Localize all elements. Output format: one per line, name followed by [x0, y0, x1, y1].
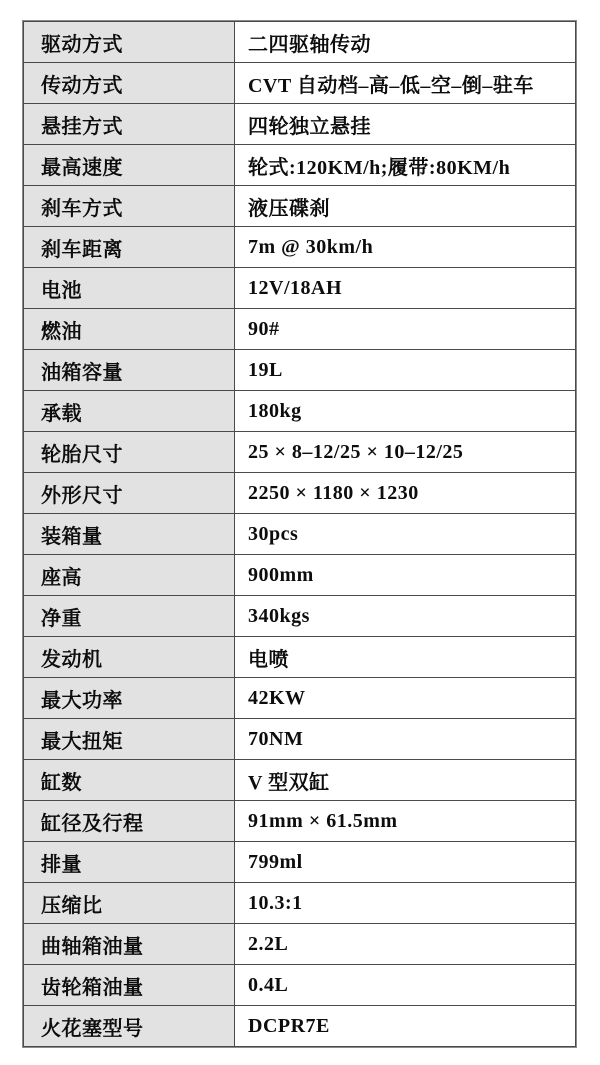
table-row: [24, 432, 575, 473]
spec-value: 90#: [235, 309, 575, 349]
spec-label: 缸数: [24, 760, 235, 800]
table-row: [24, 391, 575, 432]
spec-value: 7m @ 30km/h: [235, 227, 575, 267]
table-row: [24, 596, 575, 637]
spec-label: 座高: [24, 555, 235, 595]
table-row: [24, 883, 575, 924]
spec-label: 发动机: [24, 637, 235, 677]
table-row: [24, 63, 575, 104]
spec-label: 电池: [24, 268, 235, 308]
spec-label: 刹车距离: [24, 227, 235, 267]
spec-value: CVT 自动档–高–低–空–倒–驻车: [235, 63, 575, 103]
spec-value: 42KW: [235, 678, 575, 718]
table-row: [24, 719, 575, 760]
spec-value: 10.3:1: [235, 883, 575, 923]
table-row: [24, 104, 575, 145]
spec-value: 轮式:120KM/h;履带:80KM/h: [235, 145, 575, 185]
spec-value: 电喷: [235, 637, 575, 677]
spec-label: 火花塞型号: [24, 1006, 235, 1046]
spec-value: 0.4L: [235, 965, 575, 1005]
spec-value: 液压碟刹: [235, 186, 575, 226]
table-row: [24, 842, 575, 883]
spec-value: 25 × 8–12/25 × 10–12/25: [235, 432, 575, 472]
spec-value: 2250 × 1180 × 1230: [235, 473, 575, 513]
spec-label: 外形尺寸: [24, 473, 235, 513]
table-row: [24, 350, 575, 391]
spec-label: 悬挂方式: [24, 104, 235, 144]
spec-value: V 型双缸: [235, 760, 575, 800]
spec-value: 四轮独立悬挂: [235, 104, 575, 144]
spec-label: 油箱容量: [24, 350, 235, 390]
spec-value: 19L: [235, 350, 575, 390]
spec-label: 装箱量: [24, 514, 235, 554]
spec-value: 12V/18AH: [235, 268, 575, 308]
spec-value: 70NM: [235, 719, 575, 759]
spec-value: 2.2L: [235, 924, 575, 964]
table-row: [24, 22, 575, 63]
spec-label: 刹车方式: [24, 186, 235, 226]
table-row: [24, 678, 575, 719]
vehicle-spec-table: [22, 20, 577, 1048]
spec-value: 340kgs: [235, 596, 575, 636]
table-row: [24, 801, 575, 842]
spec-value: DCPR7E: [235, 1006, 575, 1046]
spec-label: 承载: [24, 391, 235, 431]
table-row: [24, 760, 575, 801]
table-row: [24, 186, 575, 227]
table-row: [24, 514, 575, 555]
spec-label: 净重: [24, 596, 235, 636]
table-row: [24, 1006, 575, 1046]
spec-value: 91mm × 61.5mm: [235, 801, 575, 841]
spec-label: 缸径及行程: [24, 801, 235, 841]
spec-label: 最大扭矩: [24, 719, 235, 759]
spec-value: 二四驱轴传动: [235, 22, 575, 62]
table-row: [24, 309, 575, 350]
spec-label: 轮胎尺寸: [24, 432, 235, 472]
table-row: [24, 965, 575, 1006]
spec-value: 30pcs: [235, 514, 575, 554]
spec-label: 最高速度: [24, 145, 235, 185]
spec-label: 排量: [24, 842, 235, 882]
spec-label: 燃油: [24, 309, 235, 349]
spec-label: 最大功率: [24, 678, 235, 718]
table-row: [24, 637, 575, 678]
table-row: [24, 924, 575, 965]
spec-value: 900mm: [235, 555, 575, 595]
spec-value: 799ml: [235, 842, 575, 882]
spec-label: 驱动方式: [24, 22, 235, 62]
table-row: [24, 555, 575, 596]
spec-value: 180kg: [235, 391, 575, 431]
spec-label: 曲轴箱油量: [24, 924, 235, 964]
spec-label: 压缩比: [24, 883, 235, 923]
spec-label: 齿轮箱油量: [24, 965, 235, 1005]
table-row: [24, 227, 575, 268]
spec-label: 传动方式: [24, 63, 235, 103]
table-row: [24, 473, 575, 514]
table-row: [24, 268, 575, 309]
table-row: [24, 145, 575, 186]
